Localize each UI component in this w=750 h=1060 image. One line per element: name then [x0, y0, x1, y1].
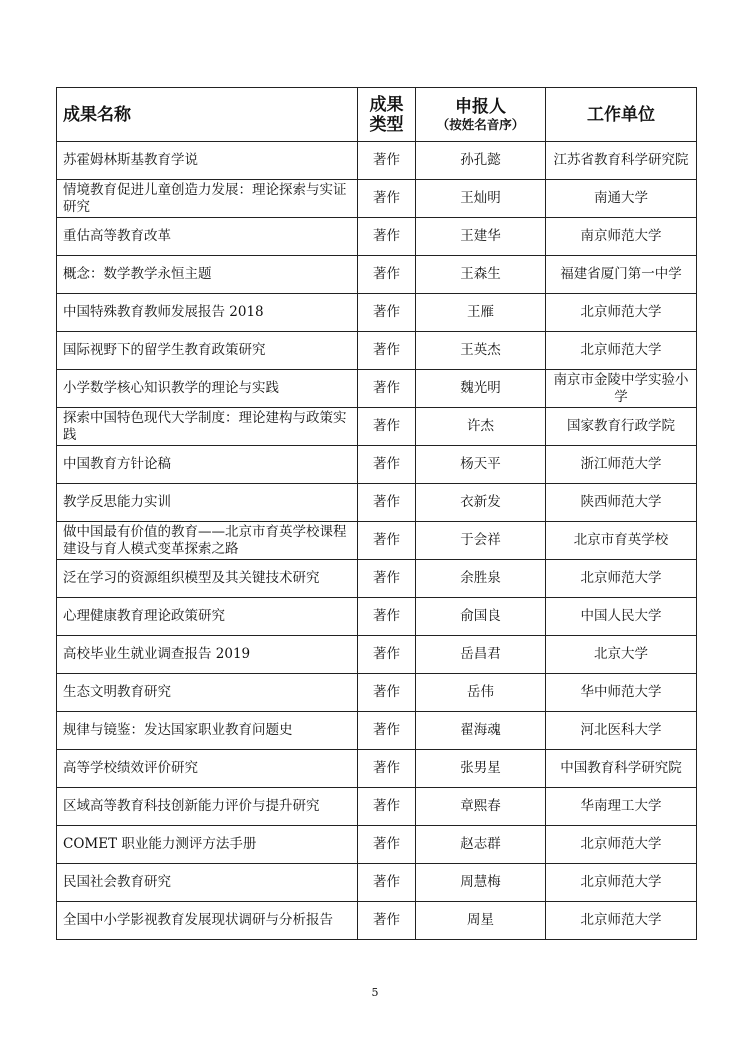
- applicant-cell: 孙孔懿: [416, 142, 546, 180]
- achievement-name-cell: 重估高等教育改革: [57, 218, 358, 256]
- table-row: [57, 218, 697, 256]
- work-unit-cell: 北京市育英学校: [546, 522, 697, 560]
- work-unit-cell: 北京师范大学: [546, 294, 697, 332]
- applicant-cell: 岳伟: [416, 674, 546, 712]
- achievement-name-cell: 教学反思能力实训: [57, 484, 358, 522]
- work-unit-cell: 北京师范大学: [546, 560, 697, 598]
- work-unit-cell: 北京师范大学: [546, 826, 697, 864]
- table-row: [57, 864, 697, 902]
- achievement-name-cell: 做中国最有价值的教育——北京市育英学校课程建设与育人模式变革探索之路: [57, 522, 358, 560]
- applicant-cell: 王英杰: [416, 332, 546, 370]
- table-row: [57, 370, 697, 408]
- work-unit-cell: 华中师范大学: [546, 674, 697, 712]
- applicant-cell: 余胜泉: [416, 560, 546, 598]
- work-unit-cell: 国家教育行政学院: [546, 408, 697, 446]
- header-applicant: [416, 88, 546, 142]
- table-row: [57, 256, 697, 294]
- achievement-name-cell: 高校毕业生就业调查报告 2019: [57, 636, 358, 674]
- work-unit-cell: 南京市金陵中学实验小学: [546, 370, 697, 408]
- achievement-type-cell: 著作: [358, 826, 416, 864]
- achievement-type-cell: 著作: [358, 332, 416, 370]
- table-row: [57, 598, 697, 636]
- table-header-row: [57, 88, 697, 142]
- achievement-type-cell: 著作: [358, 902, 416, 940]
- achievement-type-cell: 著作: [358, 864, 416, 902]
- achievement-type-cell: 著作: [358, 674, 416, 712]
- achievement-name-cell: 心理健康教育理论政策研究: [57, 598, 358, 636]
- applicant-cell: 魏光明: [416, 370, 546, 408]
- achievement-type-cell: 著作: [358, 750, 416, 788]
- achievement-type-cell: 著作: [358, 560, 416, 598]
- table-row: [57, 902, 697, 940]
- table-row: [57, 332, 697, 370]
- table-row: [57, 674, 697, 712]
- table-row: [57, 560, 697, 598]
- achievement-type-cell: 著作: [358, 218, 416, 256]
- achievement-type-cell: 著作: [358, 712, 416, 750]
- table-row: [57, 788, 697, 826]
- table-row: [57, 446, 697, 484]
- work-unit-cell: 陕西师范大学: [546, 484, 697, 522]
- work-unit-cell: 北京大学: [546, 636, 697, 674]
- applicant-cell: 许杰: [416, 408, 546, 446]
- achievement-type-cell: 著作: [358, 256, 416, 294]
- applicant-cell: 章熙春: [416, 788, 546, 826]
- applicant-cell: 王雁: [416, 294, 546, 332]
- applicant-cell: 俞国良: [416, 598, 546, 636]
- applicant-cell: 翟海魂: [416, 712, 546, 750]
- applicant-cell: 王建华: [416, 218, 546, 256]
- work-unit-cell: 北京师范大学: [546, 902, 697, 940]
- table-row: [57, 294, 697, 332]
- table-row: [57, 522, 697, 560]
- work-unit-cell: 华南理工大学: [546, 788, 697, 826]
- table-row: [57, 142, 697, 180]
- work-unit-cell: 浙江师范大学: [546, 446, 697, 484]
- table-row: [57, 484, 697, 522]
- achievement-name-cell: COMET 职业能力测评方法手册: [57, 826, 358, 864]
- achievement-name-cell: 苏霍姆林斯基教育学说: [57, 142, 358, 180]
- achievement-name-cell: 中国特殊教育教师发展报告 2018: [57, 294, 358, 332]
- achievement-name-cell: 国际视野下的留学生教育政策研究: [57, 332, 358, 370]
- table-row: [57, 408, 697, 446]
- achievement-type-cell: 著作: [358, 598, 416, 636]
- table-body: [57, 142, 697, 940]
- header-achievement-name: 成果名称: [57, 88, 358, 142]
- achievement-type-cell: 著作: [358, 370, 416, 408]
- applicant-cell: 岳昌君: [416, 636, 546, 674]
- achievements-table: [56, 87, 697, 940]
- header-applicant-note: （按姓名音序）: [436, 116, 525, 132]
- work-unit-cell: 福建省厦门第一中学: [546, 256, 697, 294]
- work-unit-cell: 江苏省教育科学研究院: [546, 142, 697, 180]
- header-work-unit: 工作单位: [546, 88, 697, 142]
- achievement-name-cell: 探索中国特色现代大学制度：理论建构与政策实践: [57, 408, 358, 446]
- achievement-name-cell: 高等学校绩效评价研究: [57, 750, 358, 788]
- achievement-type-cell: 著作: [358, 142, 416, 180]
- achievement-type-cell: 著作: [358, 636, 416, 674]
- work-unit-cell: 中国教育科学研究院: [546, 750, 697, 788]
- achievement-name-cell: 民国社会教育研究: [57, 864, 358, 902]
- header-achievement-type: 成果类型: [358, 88, 416, 142]
- achievement-type-cell: 著作: [358, 484, 416, 522]
- table-row: [57, 750, 697, 788]
- achievement-type-cell: 著作: [358, 180, 416, 218]
- table-row: [57, 180, 697, 218]
- work-unit-cell: 中国人民大学: [546, 598, 697, 636]
- applicant-cell: 王灿明: [416, 180, 546, 218]
- applicant-cell: 于会祥: [416, 522, 546, 560]
- achievement-type-cell: 著作: [358, 446, 416, 484]
- achievement-name-cell: 全国中小学影视教育发展现状调研与分析报告: [57, 902, 358, 940]
- applicant-cell: 衣新发: [416, 484, 546, 522]
- page-number: 5: [371, 986, 379, 999]
- applicant-cell: 王森生: [416, 256, 546, 294]
- achievement-name-cell: 区域高等教育科技创新能力评价与提升研究: [57, 788, 358, 826]
- achievement-type-cell: 著作: [358, 788, 416, 826]
- achievement-name-cell: 规律与镜鉴：发达国家职业教育问题史: [57, 712, 358, 750]
- work-unit-cell: 南通大学: [546, 180, 697, 218]
- applicant-cell: 赵志群: [416, 826, 546, 864]
- achievement-type-cell: 著作: [358, 294, 416, 332]
- work-unit-cell: 南京师范大学: [546, 218, 697, 256]
- applicant-cell: 周星: [416, 902, 546, 940]
- achievement-type-cell: 著作: [358, 408, 416, 446]
- applicant-cell: 张男星: [416, 750, 546, 788]
- table-row: [57, 826, 697, 864]
- achievement-type-cell: 著作: [358, 522, 416, 560]
- table-row: [57, 712, 697, 750]
- work-unit-cell: 北京师范大学: [546, 332, 697, 370]
- applicant-cell: 周慧梅: [416, 864, 546, 902]
- table-row: [57, 636, 697, 674]
- work-unit-cell: 北京师范大学: [546, 864, 697, 902]
- header-applicant-label: 申报人: [455, 96, 506, 117]
- achievement-name-cell: 小学数学核心知识教学的理论与实践: [57, 370, 358, 408]
- achievement-name-cell: 情境教育促进儿童创造力发展：理论探索与实证研究: [57, 180, 358, 218]
- achievement-name-cell: 概念：数学教学永恒主题: [57, 256, 358, 294]
- achievement-name-cell: 生态文明教育研究: [57, 674, 358, 712]
- achievement-name-cell: 泛在学习的资源组织模型及其关键技术研究: [57, 560, 358, 598]
- work-unit-cell: 河北医科大学: [546, 712, 697, 750]
- applicant-cell: 杨天平: [416, 446, 546, 484]
- achievement-name-cell: 中国教育方针论稿: [57, 446, 358, 484]
